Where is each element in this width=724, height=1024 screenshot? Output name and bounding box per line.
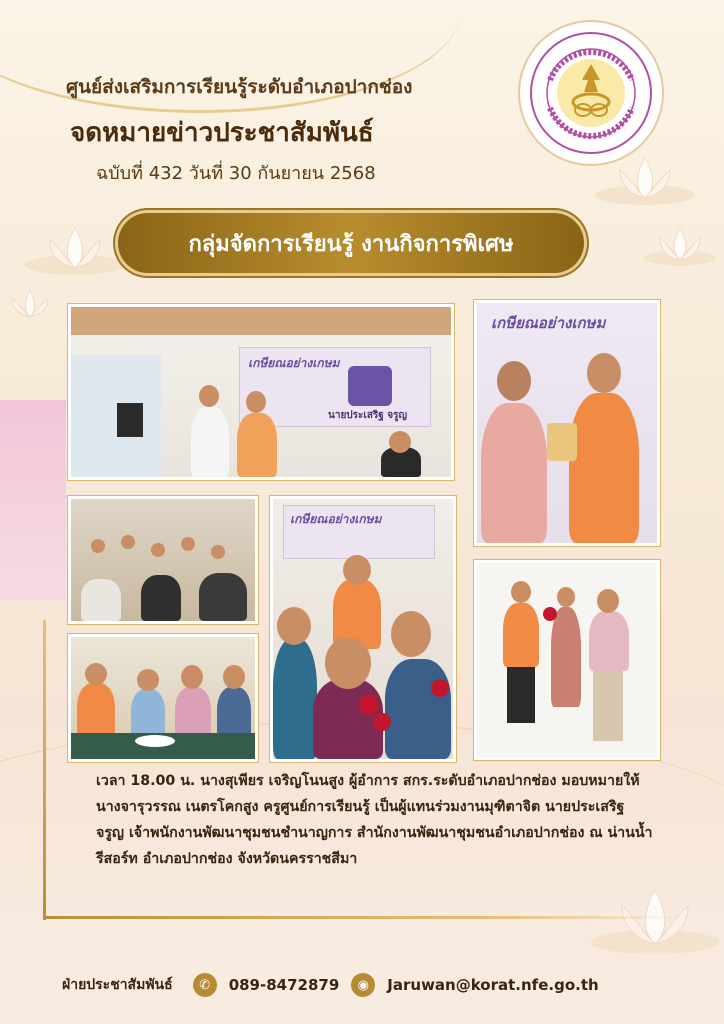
lotus-decoration-left [20,220,130,280]
lotus-decoration-bottom-right [586,880,724,960]
seal-icon [528,30,654,156]
photo-gift-presentation [474,300,660,546]
screen-title-3: เกษียณอย่างเกษม [290,512,382,526]
newsletter-title: จดหมายข่าวประชาสัมพันธ์ [70,118,374,148]
organization-name: ศูนย์ส่งเสริมการเรียนรู้ระดับอำเภอปากช่อง [66,76,413,98]
lotus-decoration-right-mid [640,222,720,270]
department-seal-logo [520,22,662,164]
decorative-gold-line-vertical [43,620,46,920]
photo-crowd-tables [68,496,258,624]
footer-department: ฝ่ายประชาสัมพันธ์ [62,977,173,993]
globe-icon: ◉ [351,973,375,997]
screen-title: เกษียณอย่างเกษม [248,356,340,370]
screen-title-2: เกษียณอย่างเกษม [491,314,606,332]
news-body-paragraph: เวลา 18.00 น. นางสุเพียร เจริญโนนสูง ผู้อำการ สกร.ระดับอำเภอปากช่อง มอบหมายให้นางจารุวรรณ เนตรโคกสูง ครูศูนย์การเรียนรู้ เป็นผู้แทนร่วมงานมุฑิตาจิต นายประเสริฐ จรูญ เจ้าพนักงานพัฒนาชุมชนชำนาญการ สำนักงานพัฒนาชุมชนอำเภอปากช่อง ณ น่านน้ำรีสอร์ท อำเภอปากช่อง จังหวัดนครราชสีมา [96,773,653,867]
section-banner [118,213,584,273]
issue-line: ฉบับที่ 432 วันที่ 30 กันยายน 2568 [96,163,376,184]
screen-name: นายประเสริฐ จรูญ [328,410,408,421]
decorative-gold-line-horizontal [43,916,683,919]
decorative-pink-block [0,400,66,600]
footer-contact [62,970,599,1000]
photo-speaker-stage [68,304,454,480]
phone-icon: ✆ [193,973,217,997]
photo-flower-greeting [474,560,660,760]
photo-group-selfie [270,496,456,762]
footer-email: Jaruwan@korat.nfe.go.th [387,976,599,994]
photo-dining-table [68,634,258,762]
section-title: กลุ่มจัดการเรียนรู้ งานกิจการพิเศษ [188,231,514,257]
footer-phone: 089-8472879 [228,976,340,994]
lotus-decoration-left-small [0,285,60,325]
